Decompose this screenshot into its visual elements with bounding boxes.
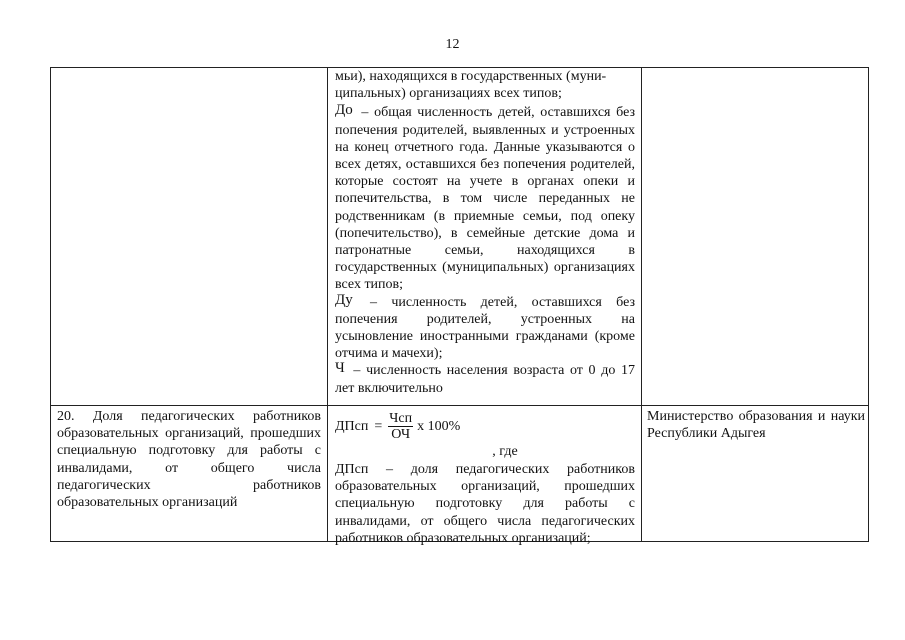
definition-text: – численность детей, оставшихся без попечения родителей, устроенных на усыновление иностранными гражданами (кроме отчима и мачехи); bbox=[335, 294, 635, 362]
page-number: 12 bbox=[445, 37, 460, 52]
continued-line: ципальных) организациях всех типов; bbox=[335, 86, 562, 102]
formula-lhs: ДПсп bbox=[335, 419, 369, 435]
formula-denominator: ОЧ bbox=[391, 427, 411, 442]
formula bbox=[335, 410, 635, 444]
formula-equals: = bbox=[374, 419, 383, 435]
symbol: Ду bbox=[335, 291, 353, 308]
calculation-method-cell bbox=[335, 408, 635, 547]
responsible-authority: Министерство образования и науки Республики Адыгея bbox=[647, 409, 865, 442]
definition-text: – общая численность детей, оставшихся без попечения родителей, выявленных и устроенных на конец отчетного года. Данные указываются о всех детях, оставшихся без попечения родителей, которые состоят на учете в органах опеки и попечительства, в том числе переданных не родственникам (в приемные семьи, под опеку (попечительство), в семейные детские дома и патронатные семьи, находящихся в государственных (муниципальных) организациях всех типов; bbox=[335, 105, 635, 293]
formula-rhs: х 100% bbox=[417, 419, 461, 435]
definition-do bbox=[335, 104, 635, 293]
formula-numerator: Чсп bbox=[389, 411, 413, 426]
indicator-name: 20. Доля педагогических работников образовательных организаций, прошедших специальную подготовку для работы с инвалидами, от общего числа педагогических работников образовательных организаций bbox=[57, 409, 321, 511]
formula-where: , где bbox=[492, 444, 518, 459]
indicator-name-cell bbox=[57, 408, 321, 511]
symbol: До bbox=[335, 102, 353, 119]
column-divider bbox=[641, 68, 642, 541]
formula-fraction bbox=[388, 412, 413, 442]
formula-definition: ДПсп – доля педагогических работников образовательных организаций, прошедших специальную подготовку для работы с инвалидами, от общего числа педагогических работников образовательных организаций; bbox=[335, 462, 635, 546]
definition-text: – численность населения возраста от 0 до 17 лет включительно bbox=[335, 363, 636, 396]
responsible-cell bbox=[647, 408, 865, 442]
column-divider bbox=[327, 68, 328, 541]
definition-ch bbox=[335, 362, 635, 396]
definition-du bbox=[335, 291, 635, 363]
indicator-table bbox=[50, 67, 869, 546]
continued-description-cell bbox=[335, 68, 635, 397]
symbol: Ч bbox=[335, 360, 345, 377]
row-divider bbox=[51, 405, 868, 406]
continued-line: мьи), находящихся в государственных (муни- bbox=[335, 69, 607, 84]
